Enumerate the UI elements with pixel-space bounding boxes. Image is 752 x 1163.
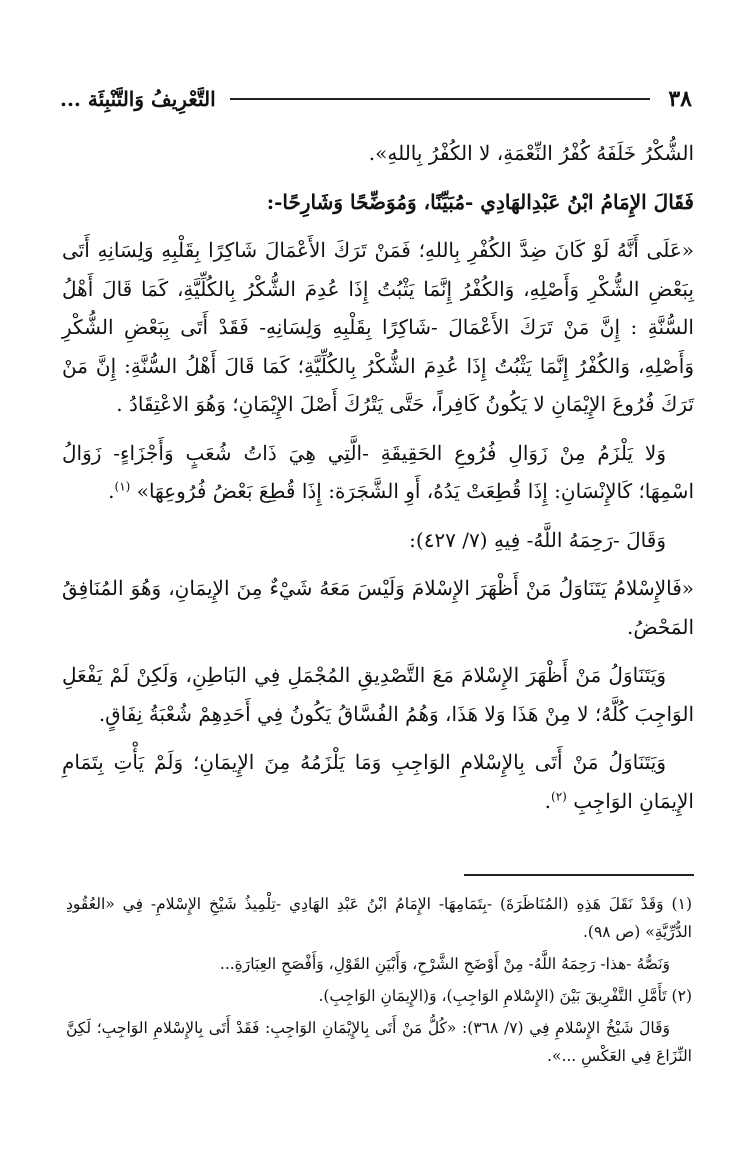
book-title: التَّعْرِيفُ وَالتَّنْبِئَة ... [60,87,216,111]
paragraph [62,569,694,646]
paragraph-text: وَقَالَ -رَحِمَهُ اللَّهُ- فِيهِ (٧/ ٤٢٧): [409,527,666,552]
paragraph-text: وَيَتَنَاوَلُ مَنْ أَتَى بِالإِسْلامِ الوَاجِبِ وَمَا يَلْزَمُهُ مِنَ الإِيمَانِ؛ وَلَمْ يَأْتِ بِتَمَامِ الإِيمَانِ الوَاجِبِ [62,750,694,813]
paragraph [62,134,694,173]
paragraph-text: فَقَالَ الإِمَامُ ابْنُ عَبْدِالهَادِي -مُبَيِّنًا، وَمُوَضِّحًا وَشَارِحًا-: [266,189,694,214]
paragraph-text: الشُّكْرُ خَلَفَهُ كُفْرُ النِّعْمَةِ، لا الكُفْرُ بِاللهِ». [368,141,694,165]
footnote: (٢) تَأَمَّلِ التَّفْرِيقَ بَيْنَ (الإِسْلامِ الوَاجِبِ)، وَ(الإِيمَانِ الوَاجِبِ). [318,987,692,1005]
paragraph-text: وَلا يَلْزَمُ مِنْ زَوَالِ فُرُوعِ الحَقِيقَةِ -الَّتِي هِيَ ذَاتُ شُعَبٍ وَأَجْزَاءٍ- زَوَالُ اسْمِهَا؛ كَالإِنْسَانِ: إِذَا قُطِعَتْ يَدُهُ، أَوِ الشَّجَرَة: إِذَا قُطِعَ بَعْضُ فُرُوعِهَا» [62,440,694,503]
paragraph [62,521,694,560]
footnotes [66,890,692,1074]
footnote: وَنَصُّهُ -هذا- رَحِمَهُ اللَّهُ- مِنْ أَوْضَحِ الشَّرْحِ، وَأَبْيَنِ القَوْلِ، وَأَفْصَحِ العِبَارَةِ... [219,955,670,973]
paragraph: وَلا يَلْزَمُ مِنْ زَوَالِ فُرُوعِ الحَقِيقَةِ -الَّتِي هِيَ ذَاتُ شُعَبٍ وَأَجْزَاءٍ- زَوَالُ اسْمِهَا؛ كَالإِنْسَانِ: إِذَا قُطِعَتْ يَدُهُ، أَوِ الشَّجَرَة: إِذَا قُطِعَ بَعْضُ فُرُوعِهَا» $^{(١)}$. [62,440,694,503]
paragraph [62,656,694,733]
running-header [60,84,692,114]
footnote-reference[interactable]: (٢) [551,788,567,803]
paragraph [62,231,694,424]
paragraph-text: «فَالإِسْلامُ يَتَنَاوَلُ مَنْ أَظْهَرَ الإِسْلامَ وَلَيْسَ مَعَهُ شَيْءٌ مِنَ الإِيمَانِ، وَهُوَ المُنَافِقُ المَحْضُ. [62,576,694,639]
paragraph [62,183,694,222]
header-rule [230,98,651,100]
paragraph: وَيَتَنَاوَلُ مَنْ أَتَى بِالإِسْلامِ الوَاجِبِ وَمَا يَلْزَمُهُ مِنَ الإِيمَانِ؛ وَلَمْ يَأْتِ بِتَمَامِ الإِيمَانِ الوَاجِبِ $^{(٢)}$. [62,750,694,813]
page-number: ٣٨ [668,86,692,112]
footnote-separator [464,874,694,876]
footnote: (١) وَقَدْ نَقَلَ هَذِهِ (المُنَاظَرَةَ) -بِتَمَامِهَا- الإِمَامُ ابْنُ عَبْدِ الهَادِي -تِلْمِيذُ شَيْخِ الإِسْلامِ- فِي «العُقُودِ الدُّرِّيَّةِ» (ص ٩٨). [66,895,692,941]
paragraph-text: «عَلَى أَنَّهُ لَوْ كَانَ ضِدَّ الكُفْرِ بِاللهِ؛ فَمَنْ تَرَكَ الأَعْمَالَ شَاكِرًا بِقَلْبِهِ وَلِسَانِهِ أَتَى بِبَعْضِ الشُّكْرِ وَأَصْلِهِ، وَالكُفْرُ إِنَّمَا يَثْبُتُ إِذَا عُدِمَ الشُّكْرُ بِالكُلِّيَّةِ، كَمَا قَالَ أَهْلُ السُّنَّةِ : إِنَّ مَنْ تَرَكَ الأَعْمَالَ -شَاكِرًا بِقَلْبِهِ وَلِسَانِهِ- فَقَدْ أَتَى بِبَعْضِ الشُّكْرِ وَأَصْلِهِ، وَالكُفْرُ إِنَّمَا يَثْبُتُ إِذَا عُدِمَ الشُّكْرُ بِالكُلِّيَّةِ؛ كَمَا قَالَ أَهْلُ السُّنَّةِ: إِنَّ مَنْ تَرَكَ فُرُوعَ الإِيْمَانِ لا يَكُونُ كَافِراً، حَتَّى يَتْرُكَ أَصْلَ الإِيْمَانِ؛ وَهُوَ الاعْتِقَادُ . [62,238,694,416]
paragraph-text: وَيَتَنَاوَلُ مَنْ أَظْهَرَ الإِسْلامَ مَعَ التَّصْدِيقِ المُجْمَلِ فِي البَاطِنِ، وَلَكِنْ لَمْ يَفْعَلِ الوَاجِبَ كُلَّهُ؛ لا مِنْ هَذَا وَلا هَذَا، وَهُمُ الفُسَّاقُ يَكُونُ فِي أَحَدِهِمْ شُعْبَةُ نِفَاقٍ. [62,663,694,726]
footnote-reference[interactable]: (١) [114,479,131,494]
footnote: وَقَالَ شَيْخُ الإِسْلامِ فِي (٧/ ٣٦٨): «كُلُّ مَنْ أَتَى بِالإِيْمَانِ الوَاجِبِ: فَقَدْ أَتَى بِالإِسْلامِ الوَاجِبِ؛ لَكِنَّ النِّزَاعَ فِي العَكْسِ ...». [66,1019,692,1065]
main-text [62,134,694,830]
